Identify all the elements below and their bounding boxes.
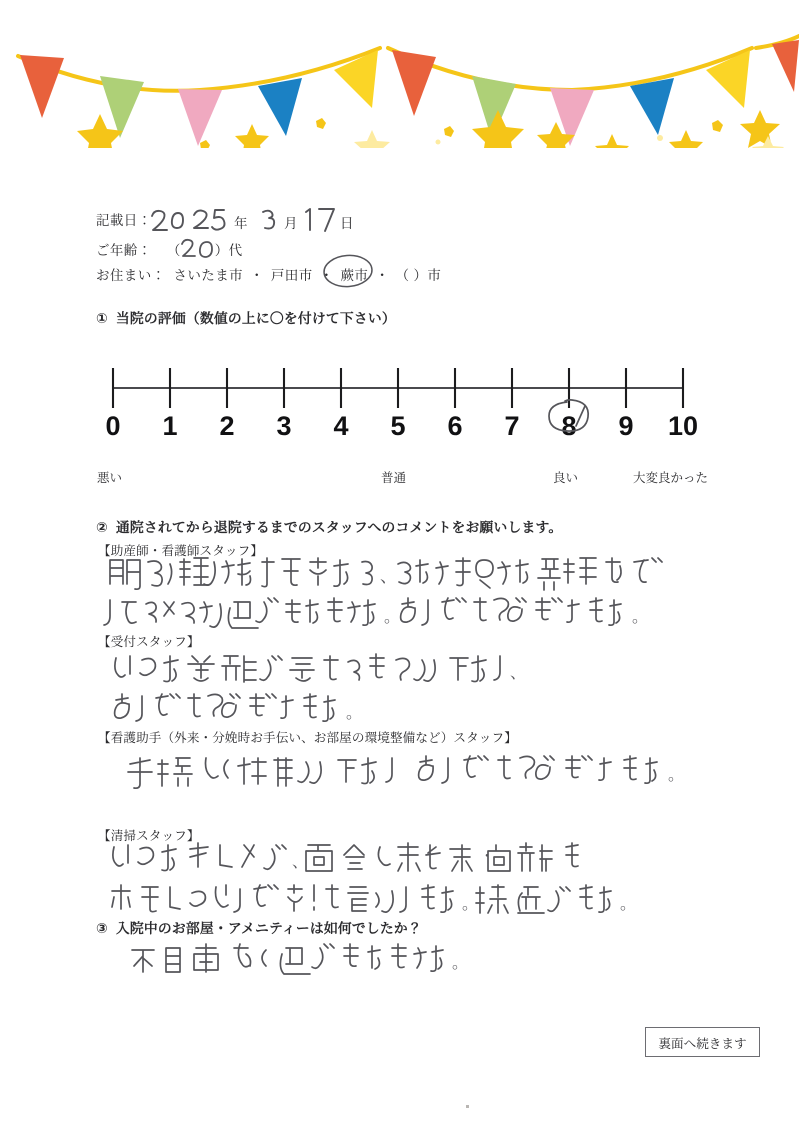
question-3-heading [96, 917, 422, 937]
svg-text:・: ・ [480, 849, 494, 865]
address-field-row [96, 264, 441, 284]
age-open-paren: （ [173, 243, 181, 258]
bunting-decoration [0, 18, 799, 148]
question-2-number: ② [96, 520, 108, 535]
scale-value-5: 5 [390, 411, 406, 441]
scale-anchor-best: 大変良かった [633, 471, 709, 485]
scale-value-4: 4 [333, 411, 349, 441]
address-separator-3: ・ [375, 268, 390, 283]
svg-text:、: 、 [380, 567, 397, 587]
question-1-number: ① [96, 311, 108, 326]
address-separator-1: ・ [250, 268, 264, 283]
question-3-number: ③ [96, 921, 108, 936]
section-label-reception: 【受付スタッフ】 [98, 635, 200, 649]
date-label: 記載日： [96, 213, 152, 228]
svg-text:。: 。 [346, 703, 363, 722]
answer-reception[interactable] [112, 654, 672, 726]
scale-value-1: 1 [162, 411, 178, 441]
section-label-nursing-aide: 【看護助手（外来・分娩時お手伝い、お部屋の環境整備など）スタッフ】 [98, 731, 517, 745]
address-option-toda[interactable]: 戸田市 [270, 268, 313, 283]
address-selection-circle [321, 254, 377, 288]
question-3-title: 入院中のお部屋・アメニティーは如何でしたか？ [115, 921, 422, 936]
scale-value-8: 8 [561, 411, 577, 441]
svg-text:。: 。 [462, 894, 479, 913]
svg-text:。: 。 [632, 607, 649, 626]
scale-value-2: 2 [219, 411, 235, 441]
scale-anchor-middle: 普通 [381, 471, 407, 485]
svg-text:。: 。 [620, 894, 637, 913]
scale-value-9: 9 [618, 411, 634, 441]
svg-text:月: 月 [284, 216, 298, 231]
address-separator-2: ・ [319, 268, 334, 283]
scale-anchor-worst: 悪い [97, 471, 123, 485]
scale-value-7: 7 [504, 411, 520, 441]
section-label-midwife-nurse: 【助産師・看護師スタッフ】 [98, 544, 264, 558]
answer-room-amenity[interactable] [130, 944, 530, 984]
address-label: お住まい： [96, 268, 166, 283]
question-2-title: 通院されてから退院するまでのスタッフへのコメントをお願いします。 [115, 520, 563, 535]
svg-text:、: 、 [292, 852, 309, 871]
svg-text:。: 。 [384, 607, 401, 626]
date-handwritten-value [146, 203, 376, 237]
svg-text:日: 日 [340, 216, 354, 231]
answer-midwife-nurse[interactable] [106, 556, 726, 632]
address-other-field[interactable]: （ ）市 [402, 268, 442, 283]
age-label: ご年齢： [96, 243, 152, 258]
question-1-heading [96, 307, 396, 327]
scale-anchor-good: 良い [553, 471, 579, 485]
scale-value-6: 6 [447, 411, 463, 441]
address-option-saitama[interactable]: さいたま市 [173, 268, 243, 283]
scale-value-0: 0 [105, 411, 121, 441]
answer-nursing-aide[interactable] [126, 756, 726, 798]
svg-text:、: 、 [510, 663, 527, 682]
age-handwritten-value [178, 236, 224, 262]
svg-text:。: 。 [452, 953, 469, 972]
svg-text:。: 。 [668, 765, 685, 784]
scale-value-3: 3 [276, 411, 292, 441]
age-close-paren: ）代 [214, 243, 243, 258]
continue-on-back-button[interactable] [645, 1027, 760, 1057]
section-label-cleaning: 【清掃スタッフ】 [98, 829, 200, 843]
scan-artifact [466, 1105, 469, 1108]
scale-value-10: 10 [667, 411, 699, 441]
question-2-heading [96, 516, 562, 536]
answer-cleaning[interactable] [110, 843, 730, 919]
address-option-warabi[interactable]: 蕨市 [340, 268, 369, 283]
question-1-title: 当院の評価（数値の上に〇を付けて下さい） [115, 311, 396, 326]
date-field-row [96, 209, 152, 229]
continue-on-back-label: 裏面へ続きます [658, 1036, 747, 1051]
svg-text:年: 年 [234, 216, 248, 231]
